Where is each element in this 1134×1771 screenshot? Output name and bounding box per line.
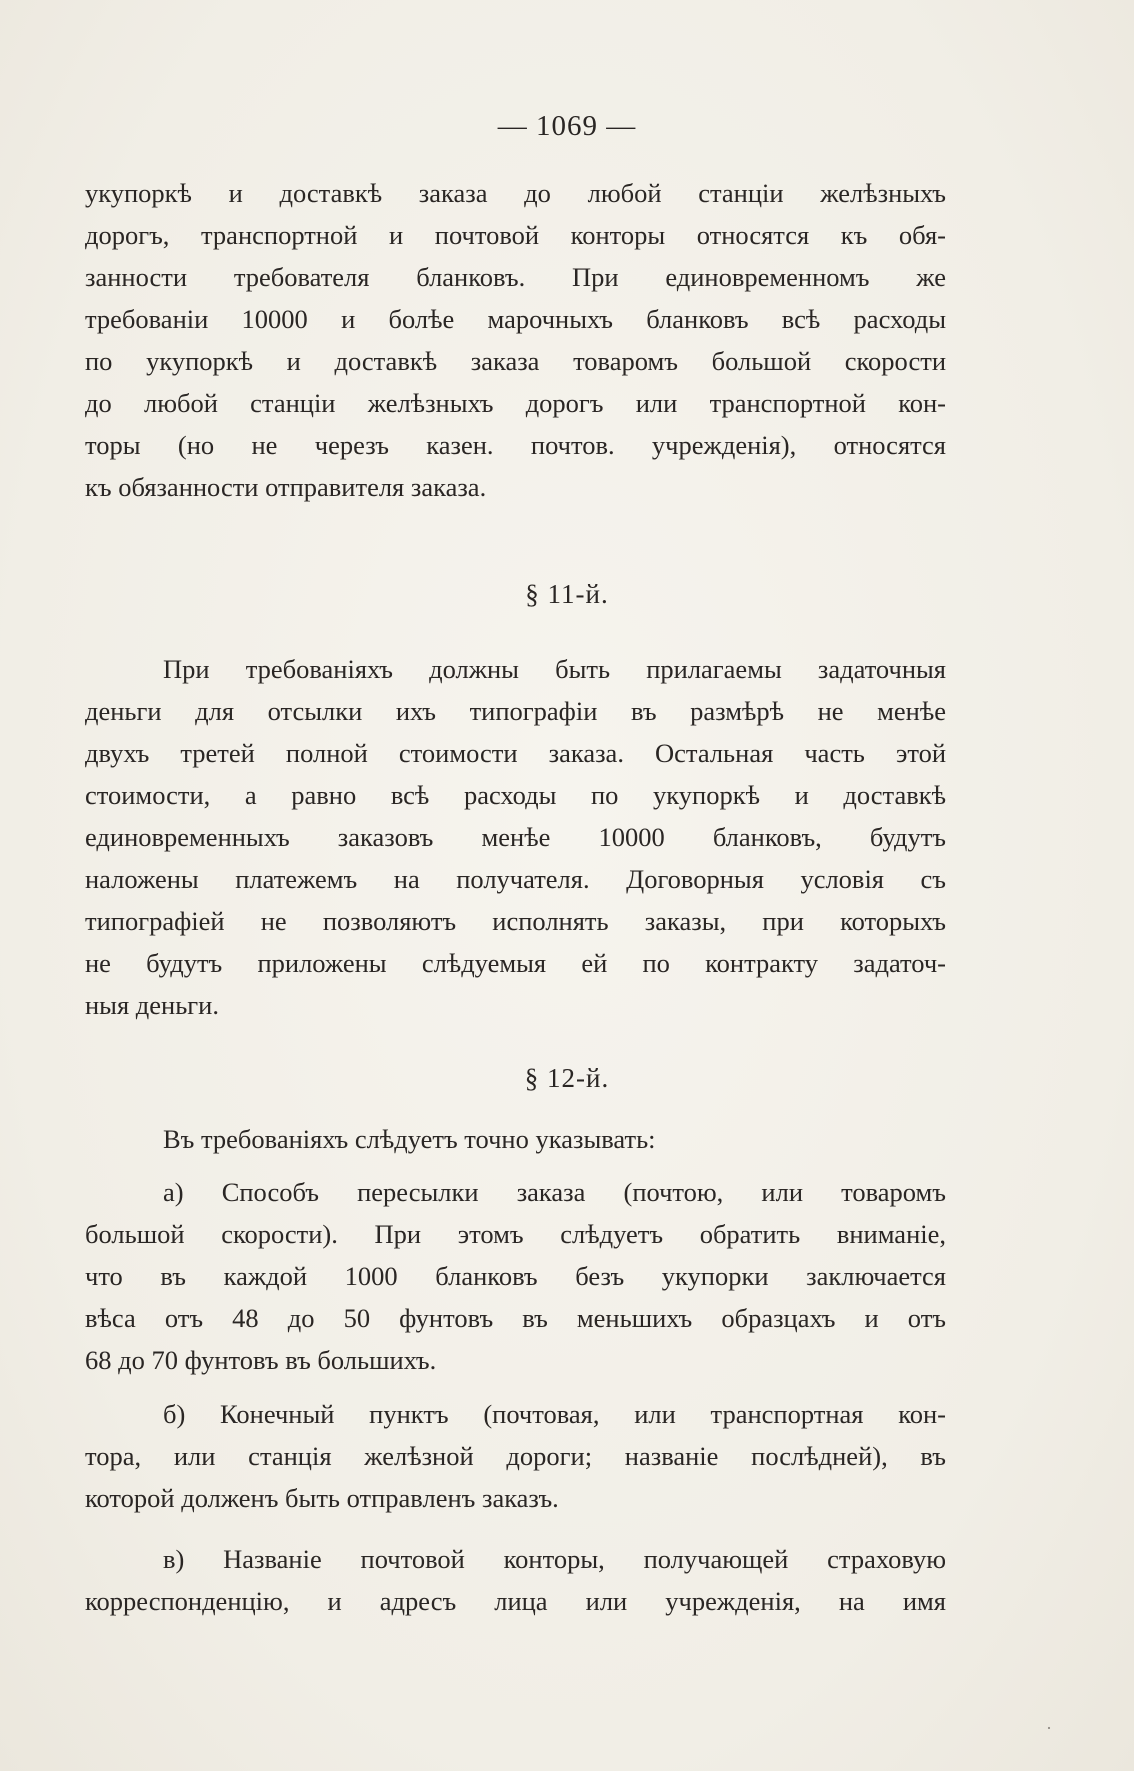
- text-line: торы (но не черезъ казен. почтов. учрежденія), относятся: [85, 430, 946, 460]
- text-line: Въ требованіяхъ слѣдуетъ точно указывать:: [163, 1124, 656, 1154]
- paragraph-block-5: [85, 1393, 946, 1519]
- text-line: требованіи 10000 и болѣе марочныхъ бланковъ всѣ расходы: [85, 304, 946, 334]
- text-line: типографіей не позволяютъ исполнять заказы, при которыхъ: [85, 906, 946, 936]
- text-line: При требованіяхъ должны быть прилагаемы задаточныя: [163, 654, 946, 684]
- text-line: ныя деньги.: [85, 990, 219, 1020]
- paragraph-block-1: [85, 172, 946, 508]
- text-line: которой долженъ быть отправленъ заказъ.: [85, 1483, 559, 1513]
- text-line: б) Конечный пунктъ (почтовая, или транспортная кон-: [163, 1399, 946, 1429]
- text-line: корреспонденцію, и адресъ лица или учрежденія, на имя: [85, 1586, 946, 1616]
- text-line: не будутъ приложены слѣдуемыя ей по контракту задаточ-: [85, 948, 946, 978]
- text-line: до любой станціи желѣзныхъ дорогъ или транспортной кон-: [85, 388, 946, 418]
- paragraph-block-6: [85, 1538, 946, 1622]
- text-line: большой скорости). При этомъ слѣдуетъ обратить вниманіе,: [85, 1219, 946, 1249]
- page-speck: ·: [1046, 1718, 1052, 1738]
- text-line: вѣса отъ 48 до 50 фунтовъ въ меньшихъ образцахъ и отъ: [85, 1303, 946, 1333]
- text-line: стоимости, а равно всѣ расходы по укупоркѣ и доставкѣ: [85, 780, 946, 810]
- text-line: в) Названіе почтовой конторы, получающей страховую: [163, 1544, 946, 1574]
- paragraph-block-3: [85, 1118, 946, 1160]
- text-line: наложены платежемъ на получателя. Договорныя условія съ: [85, 864, 946, 894]
- paragraph-block-4: [85, 1171, 946, 1381]
- page-number: — 1069 —: [497, 110, 637, 142]
- section-heading-12: § 12-й.: [524, 1063, 610, 1093]
- section-heading-11: § 11-й.: [525, 579, 609, 609]
- text-line: единовременныхъ заказовъ менѣе 10000 бланковъ, будутъ: [85, 822, 946, 852]
- text-line: тора, или станція желѣзной дороги; названіе послѣдней), въ: [85, 1441, 946, 1471]
- text-line: деньги для отсылки ихъ типографіи въ размѣрѣ не менѣе: [85, 696, 946, 726]
- text-line: двухъ третей полной стоимости заказа. Остальная часть этой: [85, 738, 946, 768]
- text-line: а) Способъ пересылки заказа (почтою, или товаромъ: [163, 1177, 946, 1207]
- text-line: что въ каждой 1000 бланковъ безъ укупорки заключается: [85, 1261, 946, 1291]
- text-line: занности требователя бланковъ. При единовременномъ же: [85, 262, 946, 292]
- text-line: 68 до 70 фунтовъ въ большихъ.: [85, 1345, 437, 1375]
- text-line: къ обязанности отправителя заказа.: [85, 472, 487, 502]
- text-line: по укупоркѣ и доставкѣ заказа товаромъ большой скорости: [85, 346, 946, 376]
- text-line: укупоркѣ и доставкѣ заказа до любой станціи желѣзныхъ: [85, 178, 946, 208]
- text-line: дорогъ, транспортной и почтовой конторы относятся къ обя-: [85, 220, 946, 250]
- paragraph-block-2: [85, 648, 946, 1026]
